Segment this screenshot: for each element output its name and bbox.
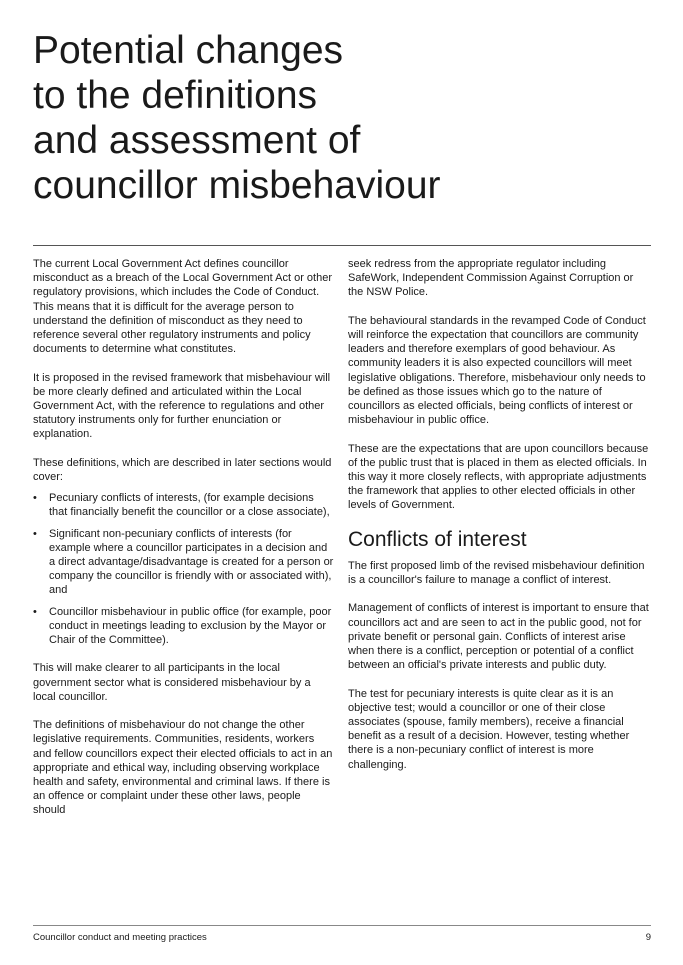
paragraph: Management of conflicts of interest is important to ensure that councillors act and are seen to act in the public good, not for private benefit or personal gain. Conflicts of interest arise when there is a conflict, perception or potential of a conflict between an official's private interests and public duty. xyxy=(348,602,649,672)
list-item-text: Significant non-pecuniary conflicts of interests (for example where a councillor participates in a decision and a direct advantage/disadvantage is created for a person or company the councillor is friendly with or associated with), and xyxy=(49,527,334,597)
paragraph: The test for pecuniary interests is quite clear as it is an objective test; would a councillor or one of their close associates (spouse, family members), receive a financial benefit as a result of a decision. However, testing whether there is a non-pecuniary conflict of interest is more challenging. xyxy=(348,687,630,771)
footer-title: Councillor conduct and meeting practices xyxy=(33,932,207,943)
list-item xyxy=(33,527,335,598)
title-line: and assessment of xyxy=(33,119,361,162)
page-number: 9 xyxy=(645,932,651,943)
definitions-list xyxy=(33,491,335,647)
paragraph: The first proposed limb of the revised misbehaviour definition is a councillor's failure to manage a conflict of interest. xyxy=(348,559,645,587)
paragraph: These are the expectations that are upon councillors because of the public trust that is placed in them as elected officials. In this way it more closely reflects, with appropriate adjustments the framework that applies to other elected officials in other levels of Government. xyxy=(348,442,649,512)
list-item-text: Councillor misbehaviour in public office (for example, poor conduct in meetings leading to exclusion by the Mayor or Chair of the Committee). xyxy=(49,605,332,647)
right-column xyxy=(348,257,650,786)
section-heading: Conflicts of interest xyxy=(348,527,527,551)
list-item xyxy=(33,605,335,648)
paragraph: It is proposed in the revised framework that misbehaviour will be more clearly defined and articulated within the Local Government Act, with the reference to regulations and other statutory instruments only for further enunciation or explanation. xyxy=(33,371,331,441)
bullet-icon: • xyxy=(33,527,37,540)
list-item-text: Pecuniary conflicts of interests, (for example decisions that financially benefit the councillor or a close associate), xyxy=(49,492,330,519)
paragraph: The definitions of misbehaviour do not change the other legislative requirements. Communities, residents, workers and fellow councillors expect their elected officials to act in an appropriate and ethical way, including observing workplace health and safety, environmental and criminal laws. If there is an offence or complaint under these other laws, people should xyxy=(33,719,333,817)
bullet-icon: • xyxy=(33,605,37,618)
title-line: councillor misbehaviour xyxy=(33,164,441,207)
list-item xyxy=(33,491,335,519)
title-divider xyxy=(33,245,651,246)
left-column xyxy=(33,257,335,832)
paragraph: This will make clearer to all participants in the local government sector what is considered misbehaviour by a local councillor. xyxy=(33,662,311,703)
paragraph: These definitions, which are described in later sections would cover: xyxy=(33,456,332,484)
page-title xyxy=(33,28,653,208)
paragraph: The current Local Government Act defines councillor misconduct as a breach of the Local Government Act or other regulatory provisions, which includes the Code of Conduct. This means that it is difficult for the average person to understand the definition of misconduct as they need to reference several other regulatory instruments and policy documents to determine what constitutes. xyxy=(33,258,332,356)
footer-divider xyxy=(33,925,651,926)
title-line: to the definitions xyxy=(33,74,318,117)
bullet-icon: • xyxy=(33,492,37,505)
title-line: Potential changes xyxy=(33,29,344,72)
paragraph: seek redress from the appropriate regulator including SafeWork, Independent Commission Against Corruption or the NSW Police. xyxy=(348,258,634,299)
paragraph: The behavioural standards in the revamped Code of Conduct will reinforce the expectation that councillors are community leaders and therefore exemplars of good behaviour. As community leaders it is also expected councillors will meet legislative obligations. Therefore, misbehaviour only needs to be defined as those issues which go to the nature of councillors as elected officials, being conflicts of interest or misbehaviour in public office. xyxy=(348,314,646,427)
